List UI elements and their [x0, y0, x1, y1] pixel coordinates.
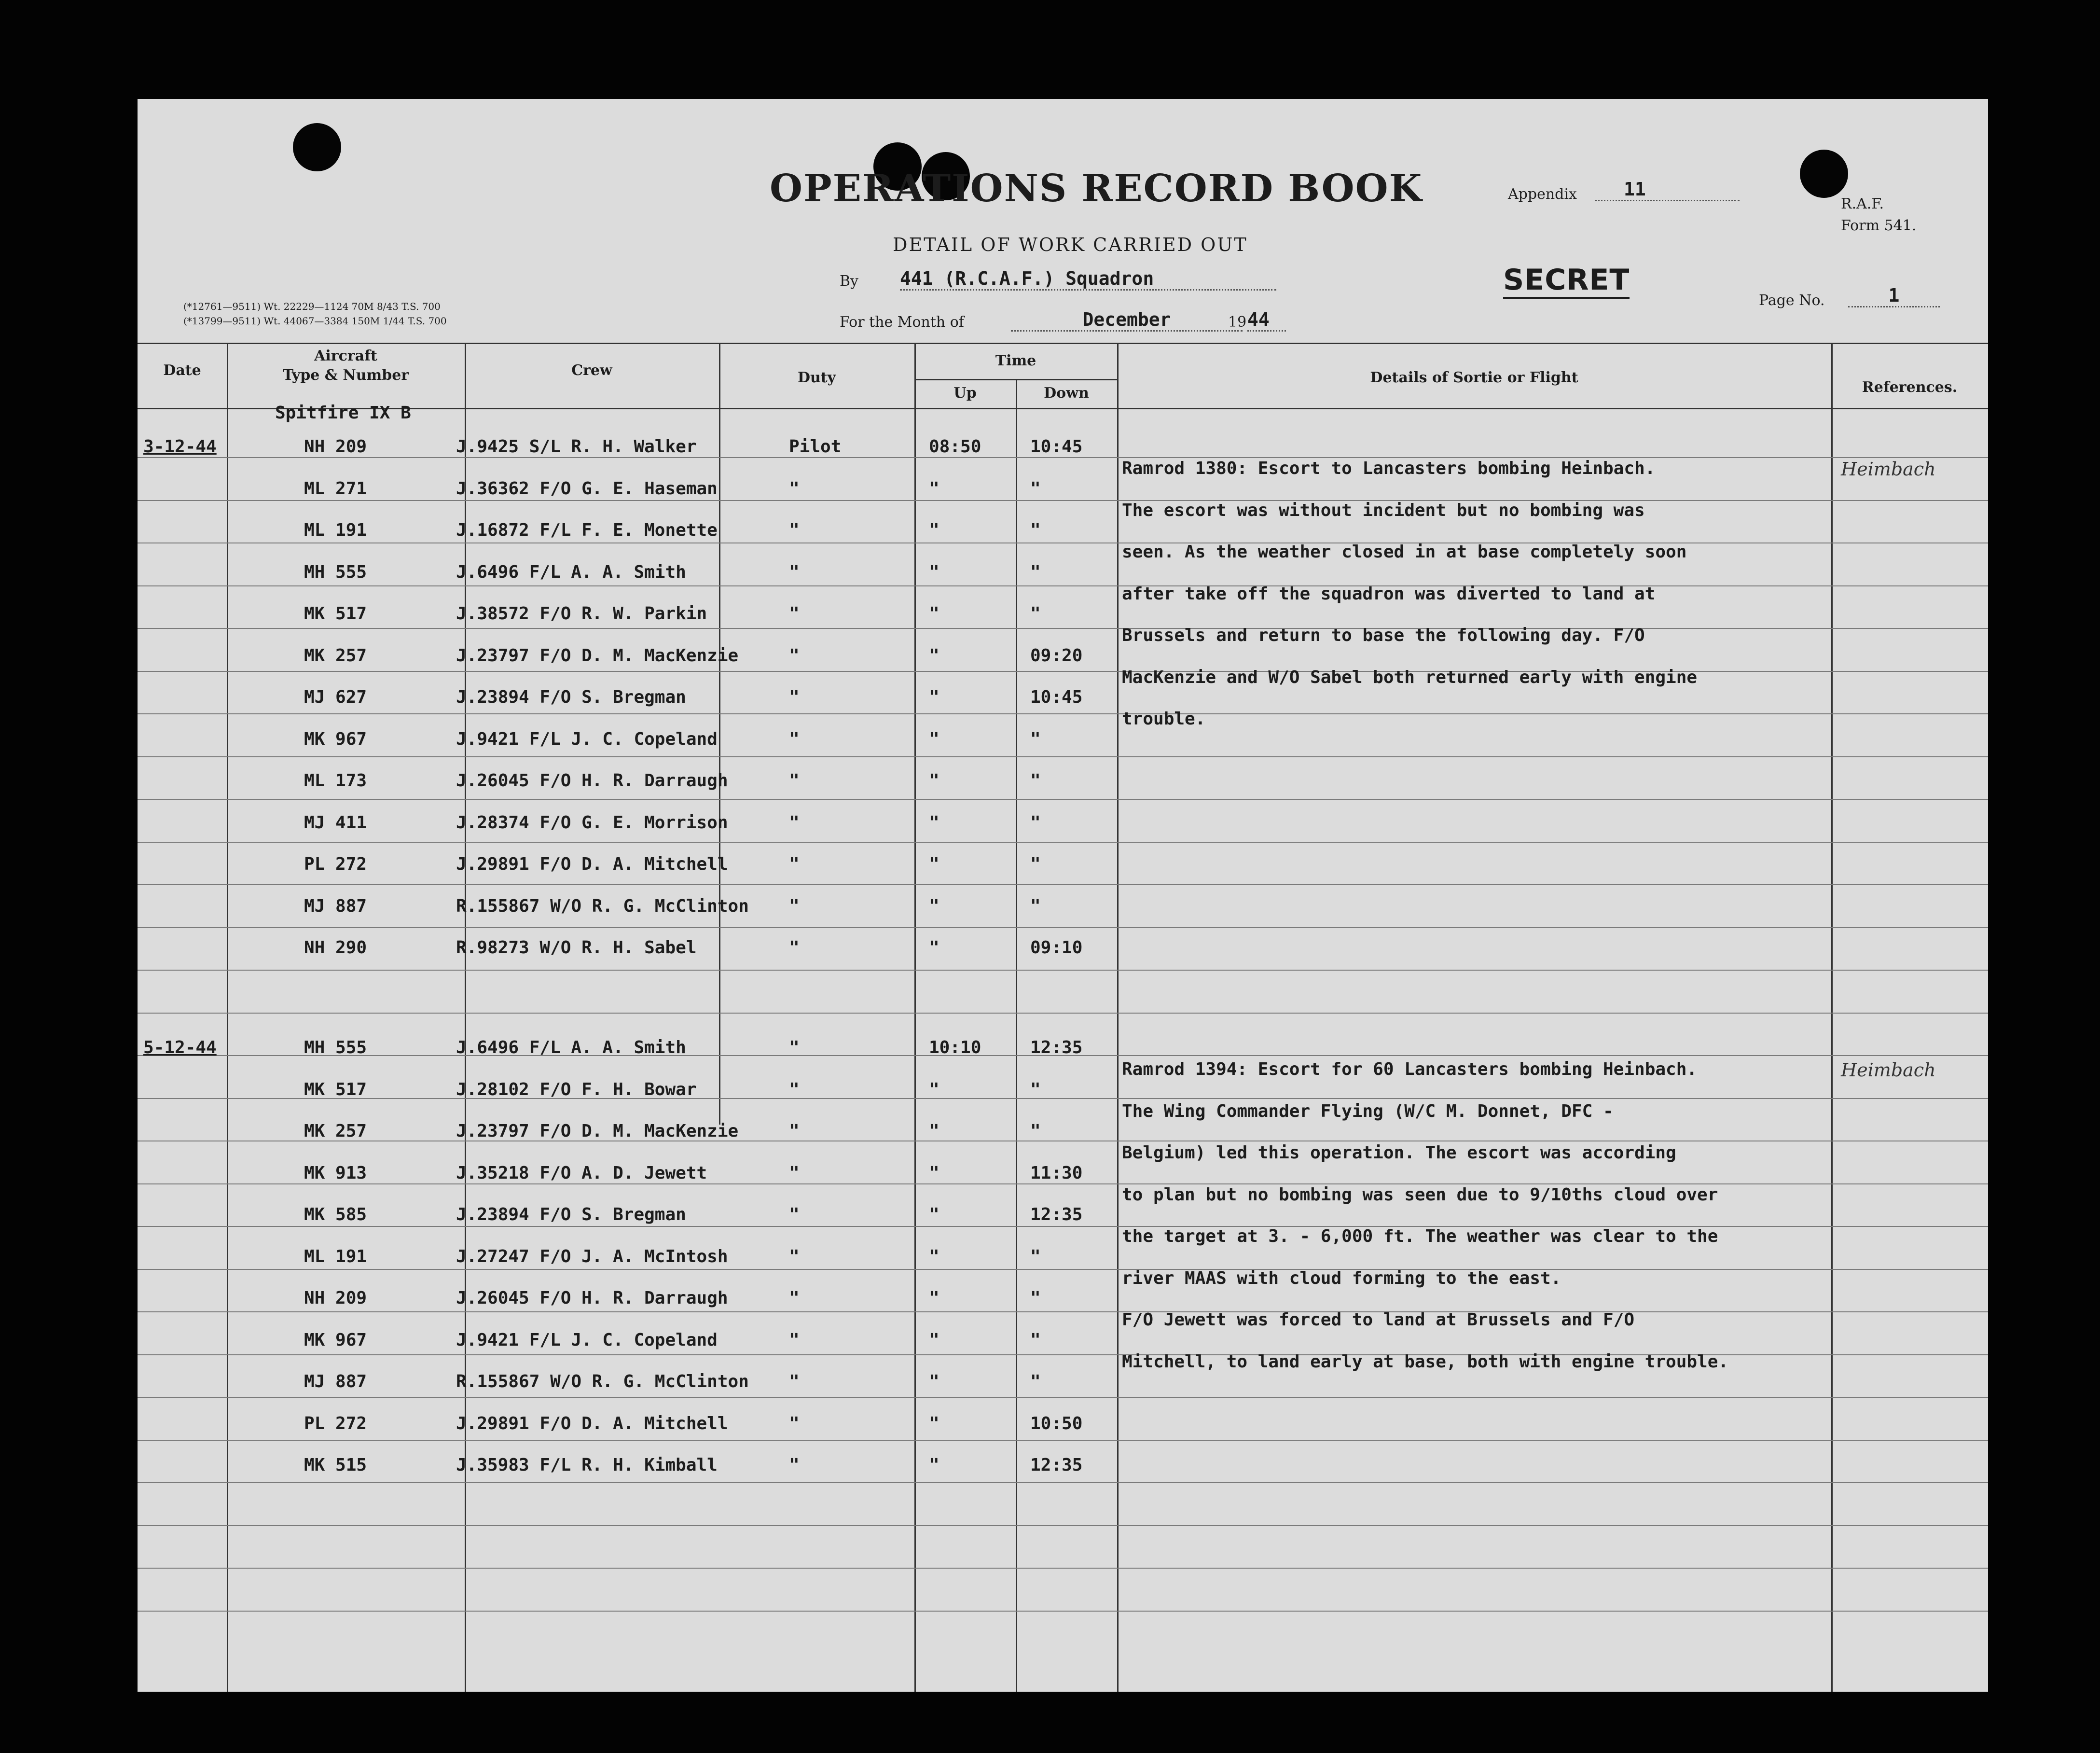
- duty-cell: ": [789, 812, 800, 833]
- crew-cell: J.35983 F/L R. H. Kimball: [456, 1455, 718, 1475]
- form-line-1: R.A.F.: [1841, 195, 1884, 212]
- page-number-label: Page No.: [1759, 292, 1825, 309]
- appendix-value: 11: [1595, 179, 1740, 201]
- crew-cell: R.98273 W/O R. H. Sabel: [456, 938, 697, 958]
- time-down-cell: 12:35: [1030, 1038, 1083, 1057]
- time-up-cell: ": [929, 812, 939, 833]
- aircraft-cell: MJ 887: [304, 1372, 367, 1391]
- time-up-cell: ": [929, 896, 939, 916]
- duty-cell: ": [789, 1163, 800, 1183]
- sortie-detail-line: to plan but no bombing was seen due to 9/10ths cloud over: [1122, 1184, 1718, 1205]
- time-up-cell: ": [929, 520, 939, 540]
- reference-note-2: Heimbach: [1841, 1059, 1936, 1081]
- time-down-cell: 10:45: [1030, 687, 1083, 707]
- punch-hole: [1800, 150, 1848, 198]
- ruled-line: [138, 799, 1988, 800]
- aircraft-cell: MK 967: [304, 1330, 367, 1350]
- print-line-2: (*13799—9511) Wt. 44067—3384 150M 1/44 T.S. 700: [183, 315, 447, 327]
- ruled-line: [138, 927, 1988, 928]
- crew-cell: J.23797 F/O D. M. MacKenzie: [456, 645, 739, 666]
- time-down-cell: 10:45: [1030, 437, 1083, 457]
- crew-cell: R.155867 W/O R. G. McClinton: [456, 1372, 749, 1391]
- col-header-duty: Duty: [797, 369, 836, 386]
- ruled-line: [138, 1482, 1988, 1483]
- duty-cell: ": [789, 1205, 800, 1224]
- aircraft-cell: MH 555: [304, 1038, 367, 1057]
- ruled-line: [138, 713, 1988, 714]
- aircraft-cell: MK 515: [304, 1455, 367, 1475]
- duty-cell: ": [789, 1121, 800, 1141]
- ruled-line: [138, 1397, 1988, 1398]
- col-header-down: Down: [1044, 385, 1089, 402]
- ruled-line: [138, 671, 1988, 672]
- aircraft-cell: ML 191: [304, 1246, 367, 1266]
- time-down-cell: ": [1030, 1121, 1041, 1141]
- date-cell: 3-12-44: [143, 437, 217, 457]
- crew-cell: R.155867 W/O R. G. McClinton: [456, 896, 749, 916]
- crew-cell: J.6496 F/L A. A. Smith: [456, 562, 686, 582]
- aircraft-cell: NH 209: [304, 1288, 367, 1308]
- duty-cell: ": [789, 562, 800, 582]
- time-down-cell: ": [1030, 1246, 1041, 1266]
- sortie-detail-line: the target at 3. - 6,000 ft. The weather was clear to the: [1122, 1226, 1718, 1246]
- sortie-detail-line: Ramrod 1394: Escort for 60 Lancasters bombing Heinbach.: [1122, 1059, 1698, 1079]
- time-down-cell: ": [1030, 1372, 1041, 1391]
- aircraft-cell: ML 191: [304, 520, 367, 540]
- time-down-cell: ": [1030, 478, 1041, 499]
- col-divider: [1117, 343, 1119, 1692]
- crew-cell: J.38572 F/O R. W. Parkin: [456, 604, 707, 624]
- time-down-cell: 11:30: [1030, 1163, 1083, 1183]
- year-prefix: 19: [1228, 314, 1247, 331]
- crew-cell: J.29891 F/O D. A. Mitchell: [456, 1413, 728, 1433]
- punch-hole: [293, 123, 341, 171]
- aircraft-cell: MK 517: [304, 604, 367, 624]
- time-up-cell: ": [929, 478, 939, 499]
- col-header-aircraft-type: Type & Number: [282, 367, 409, 384]
- col-header-time: Time: [995, 352, 1036, 369]
- crew-cell: J.23797 F/O D. M. MacKenzie: [456, 1121, 739, 1141]
- aircraft-cell: ML 271: [304, 478, 367, 499]
- crew-cell: J.23894 F/O S. Bregman: [456, 687, 686, 707]
- aircraft-cell: MK 585: [304, 1205, 367, 1224]
- time-down-cell: 12:35: [1030, 1205, 1083, 1224]
- sortie-detail-line: The escort was without incident but no bombing was: [1122, 500, 1645, 520]
- aircraft-cell: MK 913: [304, 1163, 367, 1183]
- time-up-cell: ": [929, 604, 939, 624]
- time-up-cell: ": [929, 1205, 939, 1224]
- time-up-cell: ": [929, 1413, 939, 1433]
- time-up-cell: 10:10: [929, 1038, 981, 1057]
- col-divider: [465, 343, 466, 1692]
- aircraft-cell: MJ 887: [304, 896, 367, 916]
- page-number: 1: [1848, 285, 1940, 307]
- duty-cell: ": [789, 771, 800, 791]
- time-up-cell: ": [929, 729, 939, 749]
- time-up-cell: ": [929, 1121, 939, 1141]
- col-header-up: Up: [953, 385, 977, 402]
- aircraft-type: Spitfire IX B: [275, 403, 411, 423]
- month-label: For the Month of: [840, 314, 964, 331]
- col-header-crew: Crew: [571, 362, 612, 379]
- crew-cell: J.16872 F/L F. E. Monette: [456, 520, 718, 540]
- aircraft-cell: MJ 411: [304, 812, 367, 833]
- aircraft-cell: PL 272: [304, 1413, 367, 1433]
- ruled-line: [138, 1525, 1988, 1526]
- crew-cell: J.35218 F/O A. D. Jewett: [456, 1163, 707, 1183]
- crew-cell: J.26045 F/O H. R. Darraugh: [456, 771, 728, 791]
- col-header-date: Date: [163, 362, 201, 379]
- ruled-line: [138, 585, 1988, 586]
- ruled-line: [138, 1013, 1988, 1014]
- ruled-line: [138, 1269, 1988, 1270]
- time-down-cell: ": [1030, 1079, 1041, 1099]
- ruled-line: [138, 628, 1988, 629]
- duty-cell: Pilot: [789, 437, 842, 457]
- time-up-cell: ": [929, 854, 939, 874]
- time-up-cell: ": [929, 771, 939, 791]
- duty-cell: ": [789, 687, 800, 707]
- time-down-cell: ": [1030, 562, 1041, 582]
- time-up-cell: ": [929, 562, 939, 582]
- duty-cell: ": [789, 604, 800, 624]
- time-up-cell: 08:50: [929, 437, 981, 457]
- crew-cell: J.28102 F/O F. H. Bowar: [456, 1079, 697, 1099]
- crew-cell: J.9421 F/L J. C. Copeland: [456, 1330, 718, 1350]
- duty-cell: ": [789, 1246, 800, 1266]
- aircraft-cell: NH 290: [304, 938, 367, 958]
- time-up-cell: ": [929, 1455, 939, 1475]
- ruled-line: [138, 1098, 1988, 1099]
- sortie-detail-line: The Wing Commander Flying (W/C M. Donnet, DFC -: [1122, 1101, 1614, 1121]
- record-sheet: [138, 99, 1988, 1692]
- ruled-line: [138, 756, 1988, 757]
- year-suffix: 44: [1247, 309, 1286, 332]
- time-down-cell: 12:35: [1030, 1455, 1083, 1475]
- duty-cell: ": [789, 1288, 800, 1308]
- time-down-cell: ": [1030, 854, 1041, 874]
- time-up-cell: ": [929, 687, 939, 707]
- ruled-line: [138, 500, 1988, 501]
- aircraft-cell: MK 517: [304, 1079, 367, 1099]
- time-down-cell: ": [1030, 771, 1041, 791]
- sortie-detail-line: Mitchell, to land early at base, both with engine trouble.: [1122, 1351, 1729, 1372]
- duty-cell: ": [789, 520, 800, 540]
- duty-cell: ": [789, 1330, 800, 1350]
- time-down-cell: ": [1030, 729, 1041, 749]
- page-subtitle: DETAIL OF WORK CARRIED OUT: [893, 234, 1248, 255]
- sortie-detail-line: after take off the squadron was diverted to land at: [1122, 584, 1656, 604]
- time-up-cell: ": [929, 938, 939, 958]
- sortie-detail-line: river MAAS with cloud forming to the east.: [1122, 1268, 1561, 1288]
- time-down-cell: ": [1030, 812, 1041, 833]
- time-up-cell: ": [929, 1330, 939, 1350]
- crew-cell: J.6496 F/L A. A. Smith: [456, 1038, 686, 1057]
- time-down-cell: ": [1030, 604, 1041, 624]
- aircraft-cell: ML 173: [304, 771, 367, 791]
- crew-cell: J.27247 F/O J. A. McIntosh: [456, 1246, 728, 1266]
- time-up-cell: ": [929, 1246, 939, 1266]
- duty-cell: ": [789, 645, 800, 666]
- crew-cell: J.9425 S/L R. H. Walker: [456, 437, 697, 457]
- sortie-detail-line: Ramrod 1380: Escort to Lancasters bombing Heinbach.: [1122, 459, 1656, 478]
- duty-cell: ": [789, 1372, 800, 1391]
- time-down-cell: ": [1030, 896, 1041, 916]
- sortie-detail-line: seen. As the weather closed in at base completely soon: [1122, 542, 1687, 562]
- crew-cell: J.23894 F/O S. Bregman: [456, 1205, 686, 1224]
- sortie-detail-line: F/O Jewett was forced to land at Brussels and F/O: [1122, 1310, 1635, 1330]
- by-label: By: [840, 273, 858, 290]
- aircraft-cell: PL 272: [304, 854, 367, 874]
- secret-stamp: SECRET: [1503, 263, 1630, 299]
- sortie-detail-line: Belgium) led this operation. The escort was according: [1122, 1143, 1676, 1163]
- aircraft-cell: MK 967: [304, 729, 367, 749]
- aircraft-cell: MK 257: [304, 645, 367, 666]
- time-up-cell: ": [929, 1079, 939, 1099]
- ruled-line: [138, 1568, 1988, 1569]
- time-down-cell: 09:10: [1030, 938, 1083, 958]
- ruled-line: [138, 1440, 1988, 1441]
- crew-cell: J.28374 F/O G. E. Morrison: [456, 812, 728, 833]
- time-up-cell: ": [929, 645, 939, 666]
- table-top-border: [138, 343, 1988, 344]
- duty-cell: ": [789, 1413, 800, 1433]
- sortie-detail-line: MacKenzie and W/O Sabel both returned early with engine: [1122, 667, 1698, 687]
- col-divider: [1016, 379, 1017, 1692]
- crew-cell: J.36362 F/O G. E. Haseman: [456, 478, 718, 499]
- month-value: December: [1011, 309, 1243, 332]
- ruled-line: [138, 842, 1988, 843]
- ruled-line: [138, 970, 1988, 971]
- appendix-label: Appendix: [1508, 186, 1577, 203]
- aircraft-cell: MK 257: [304, 1121, 367, 1141]
- crew-cell: J.9421 F/L J. C. Copeland: [456, 729, 718, 749]
- col-divider: [227, 343, 228, 1692]
- col-divider: [719, 343, 720, 1125]
- crew-cell: J.29891 F/O D. A. Mitchell: [456, 854, 728, 874]
- col-divider: [1831, 343, 1833, 1692]
- duty-cell: ": [789, 478, 800, 499]
- time-down-cell: ": [1030, 1330, 1041, 1350]
- aircraft-cell: NH 209: [304, 437, 367, 457]
- ruled-line: [138, 1183, 1988, 1184]
- sortie-detail-line: Brussels and return to base the following day. F/O: [1122, 626, 1645, 645]
- duty-cell: ": [789, 896, 800, 916]
- duty-cell: ": [789, 1079, 800, 1099]
- ruled-line: [138, 884, 1988, 885]
- ruled-line: [138, 457, 1988, 458]
- col-header-aircraft: Aircraft: [314, 348, 377, 364]
- form-line-2: Form 541.: [1841, 217, 1917, 234]
- time-up-cell: ": [929, 1372, 939, 1391]
- time-down-cell: ": [1030, 1288, 1041, 1308]
- duty-cell: ": [789, 1455, 800, 1475]
- print-line-1: (*12761—9511) Wt. 22229—1124 70M 8/43 T.S. 700: [183, 301, 441, 312]
- col-divider: [914, 343, 916, 1692]
- duty-cell: ": [789, 729, 800, 749]
- duty-cell: ": [789, 938, 800, 958]
- reference-note-1: Heimbach: [1841, 459, 1936, 480]
- header-bottom-border: [138, 408, 1988, 409]
- time-down-cell: ": [1030, 520, 1041, 540]
- ruled-line: [138, 1311, 1988, 1312]
- time-up-cell: ": [929, 1163, 939, 1183]
- ruled-line: [138, 1611, 1988, 1612]
- time-down-cell: 09:20: [1030, 645, 1083, 666]
- page-title: OPERATIONS RECORD BOOK: [770, 167, 1423, 210]
- squadron-name: 441 (R.C.A.F.) Squadron: [900, 268, 1276, 291]
- col-header-references: References.: [1862, 379, 1958, 396]
- time-down-cell: 10:50: [1030, 1413, 1083, 1433]
- time-up-cell: ": [929, 1288, 939, 1308]
- duty-cell: ": [789, 854, 800, 874]
- aircraft-cell: MH 555: [304, 562, 367, 582]
- sortie-detail-line: trouble.: [1122, 709, 1206, 729]
- date-cell: 5-12-44: [143, 1038, 217, 1057]
- crew-cell: J.26045 F/O H. R. Darraugh: [456, 1288, 728, 1308]
- duty-cell: ": [789, 1038, 800, 1057]
- col-header-details: Details of Sortie or Flight: [1370, 369, 1578, 386]
- aircraft-cell: MJ 627: [304, 687, 367, 707]
